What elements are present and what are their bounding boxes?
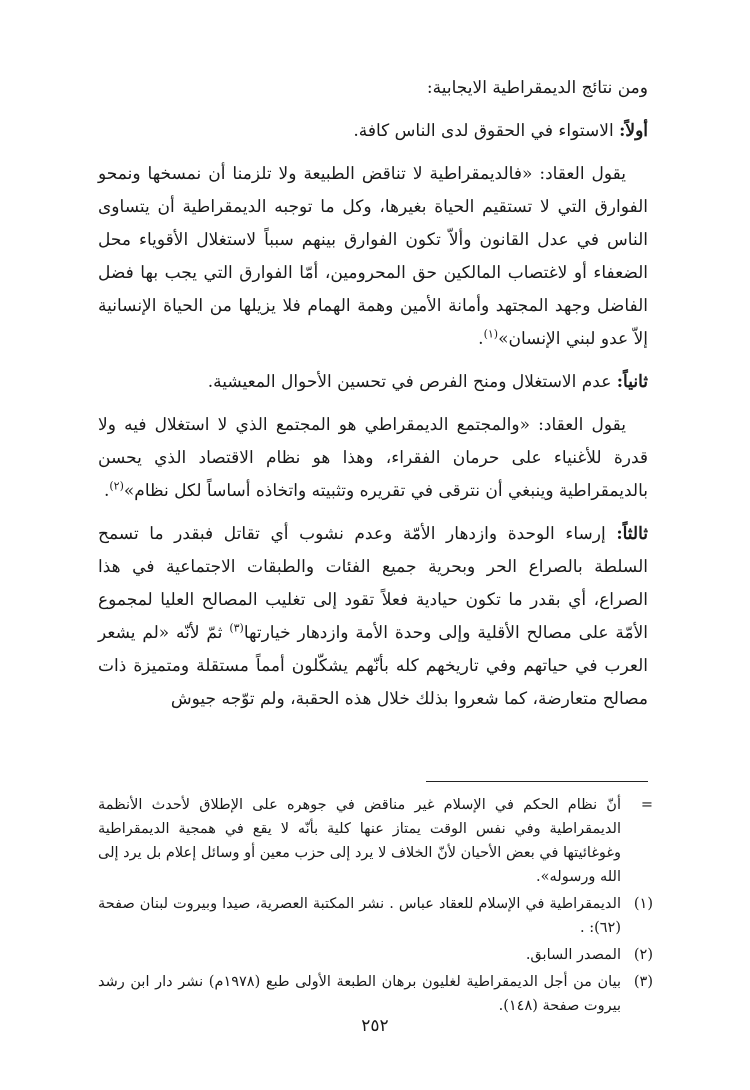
main-text — [98, 72, 648, 726]
point3-label: ثالثاً: — [616, 524, 648, 544]
point1-heading — [98, 115, 648, 148]
footnote-2 — [98, 943, 653, 967]
footnote-ref-2: (٢) — [109, 479, 124, 493]
point2-end: . — [103, 481, 110, 501]
footnotes — [98, 793, 653, 1021]
point2-heading — [98, 366, 648, 399]
point1-quote-text: يقول العقاد: «فالديمقراطية لا تناقض الطبيعة ولا تلزمنا أن نمسخها ونمحو الفوارق التي لا تستقيم الحياة بغيرها، وكل ما توجبه الديمقراطية أن يتساوى الناس في عدل القانون وألاّ تكون الفوارق بينهم سبباً لاستغلال الأقوياء محل الضعفاء أو لاغتصاب المالكين حق المحرومين، أمّا الفوارق التي يجب بها فضل الفاضل وجهد المجتهد وأمانة الأمين وهمة الهمام فلا يزيلها من الحياة الإنسانية إلاّ عدو لبني الإنسان» — [98, 164, 648, 349]
footnote-separator — [426, 781, 648, 782]
footnote-text: الديمقراطية في الإسلام للعقاد عباس . نشر المكتبة العصرية، صيدا وبيروت لبنان صفحة (٦٢): . — [98, 896, 621, 936]
footnote-mark: (١) — [633, 896, 653, 912]
intro-line — [98, 72, 648, 105]
footnote-text: المصدر السابق. — [525, 947, 621, 963]
footnote-3 — [98, 970, 653, 1018]
footnote-ref-1: (١) — [483, 327, 499, 341]
point1-quote — [98, 158, 648, 356]
footnote-1 — [98, 892, 653, 940]
footnote-mark: = — [640, 797, 653, 813]
point3-paragraph — [98, 518, 648, 716]
point3-text-a: إرساء الوحدة وازدهار الأمّة وعدم نشوب أي تقاتل فبقدر ما تسمح السلطة بالصراع الحر وبحرية جميع الفئات والطبقات الاجتماعية في هذا الصراع، أي بقدر ما تكون حيادية فعلاً تقود إلى تغليب المصالح العليا لمجموع الأمّة على مصالح الأقلية وإلى وحدة الأمة وازدهار خيارتها — [98, 524, 649, 643]
footnote-text: أنّ نظام الحكم في الإسلام غير مناقض في جوهره على الإطلاق لأحدث الأنظمة الديمقراطية وفي نفس الوقت يمتاز عنها كلية بأنّه لا يقع في همجية الديمقراطية وغوغائيتها في بعض الأحيان لأنّ الخلاف لا يرد إلى حزب معين أو وسائل إعلام بل يرد إلى الله ورسوله». — [98, 797, 621, 885]
footnote-ref-3: (٣) — [229, 621, 244, 635]
footnote-continuation — [98, 793, 653, 889]
point2-quote — [98, 409, 648, 508]
point2-quote-text: يقول العقاد: «والمجتمع الديمقراطي هو المجتمع الذي لا استغلال فيه ولا قدرة للأغنياء على حرمان الفقراء، وهذا هو نظام الاقتصاد الذي يحسن بالديمقراطية وينبغي أن نترقى في تقريره وتثبيته واتخاذه أساساً لكل نظام» — [98, 415, 648, 501]
page-number: ٢٥٢ — [361, 1016, 389, 1036]
point1-end: . — [478, 329, 484, 349]
intro-text: ومن نتائج الديمقراطية الايجابية: — [426, 78, 648, 98]
point2-label: ثانياً: — [616, 372, 648, 392]
point3-text-b: ثمّ لأنّه «لم يشعر العرب في حياتهم وفي تاريخهم كله بأنّهم يشكّلون أمماً مستقلة ومتميزة ذات مصالح متعارضة، كما شعروا بذلك خلال هذه الحقبة، ولم توّجه جيوش — [98, 623, 648, 709]
point2-heading-text: عدم الاستغلال ومنح الفرص في تحسين الأحوال المعيشية. — [207, 372, 612, 392]
footnote-mark: (٢) — [633, 947, 653, 963]
footnote-mark: (٣) — [633, 974, 653, 990]
point1-label: أولاً: — [619, 121, 648, 141]
point1-heading-text: الاستواء في الحقوق لدى الناس كافة. — [353, 121, 614, 141]
footnote-text: بيان من أجل الديمقراطية لغليون برهان الطبعة الأولى طبع (١٩٧٨م) نشر دار ابن رشد بيروت صفحة (١٤٨). — [98, 974, 621, 1014]
